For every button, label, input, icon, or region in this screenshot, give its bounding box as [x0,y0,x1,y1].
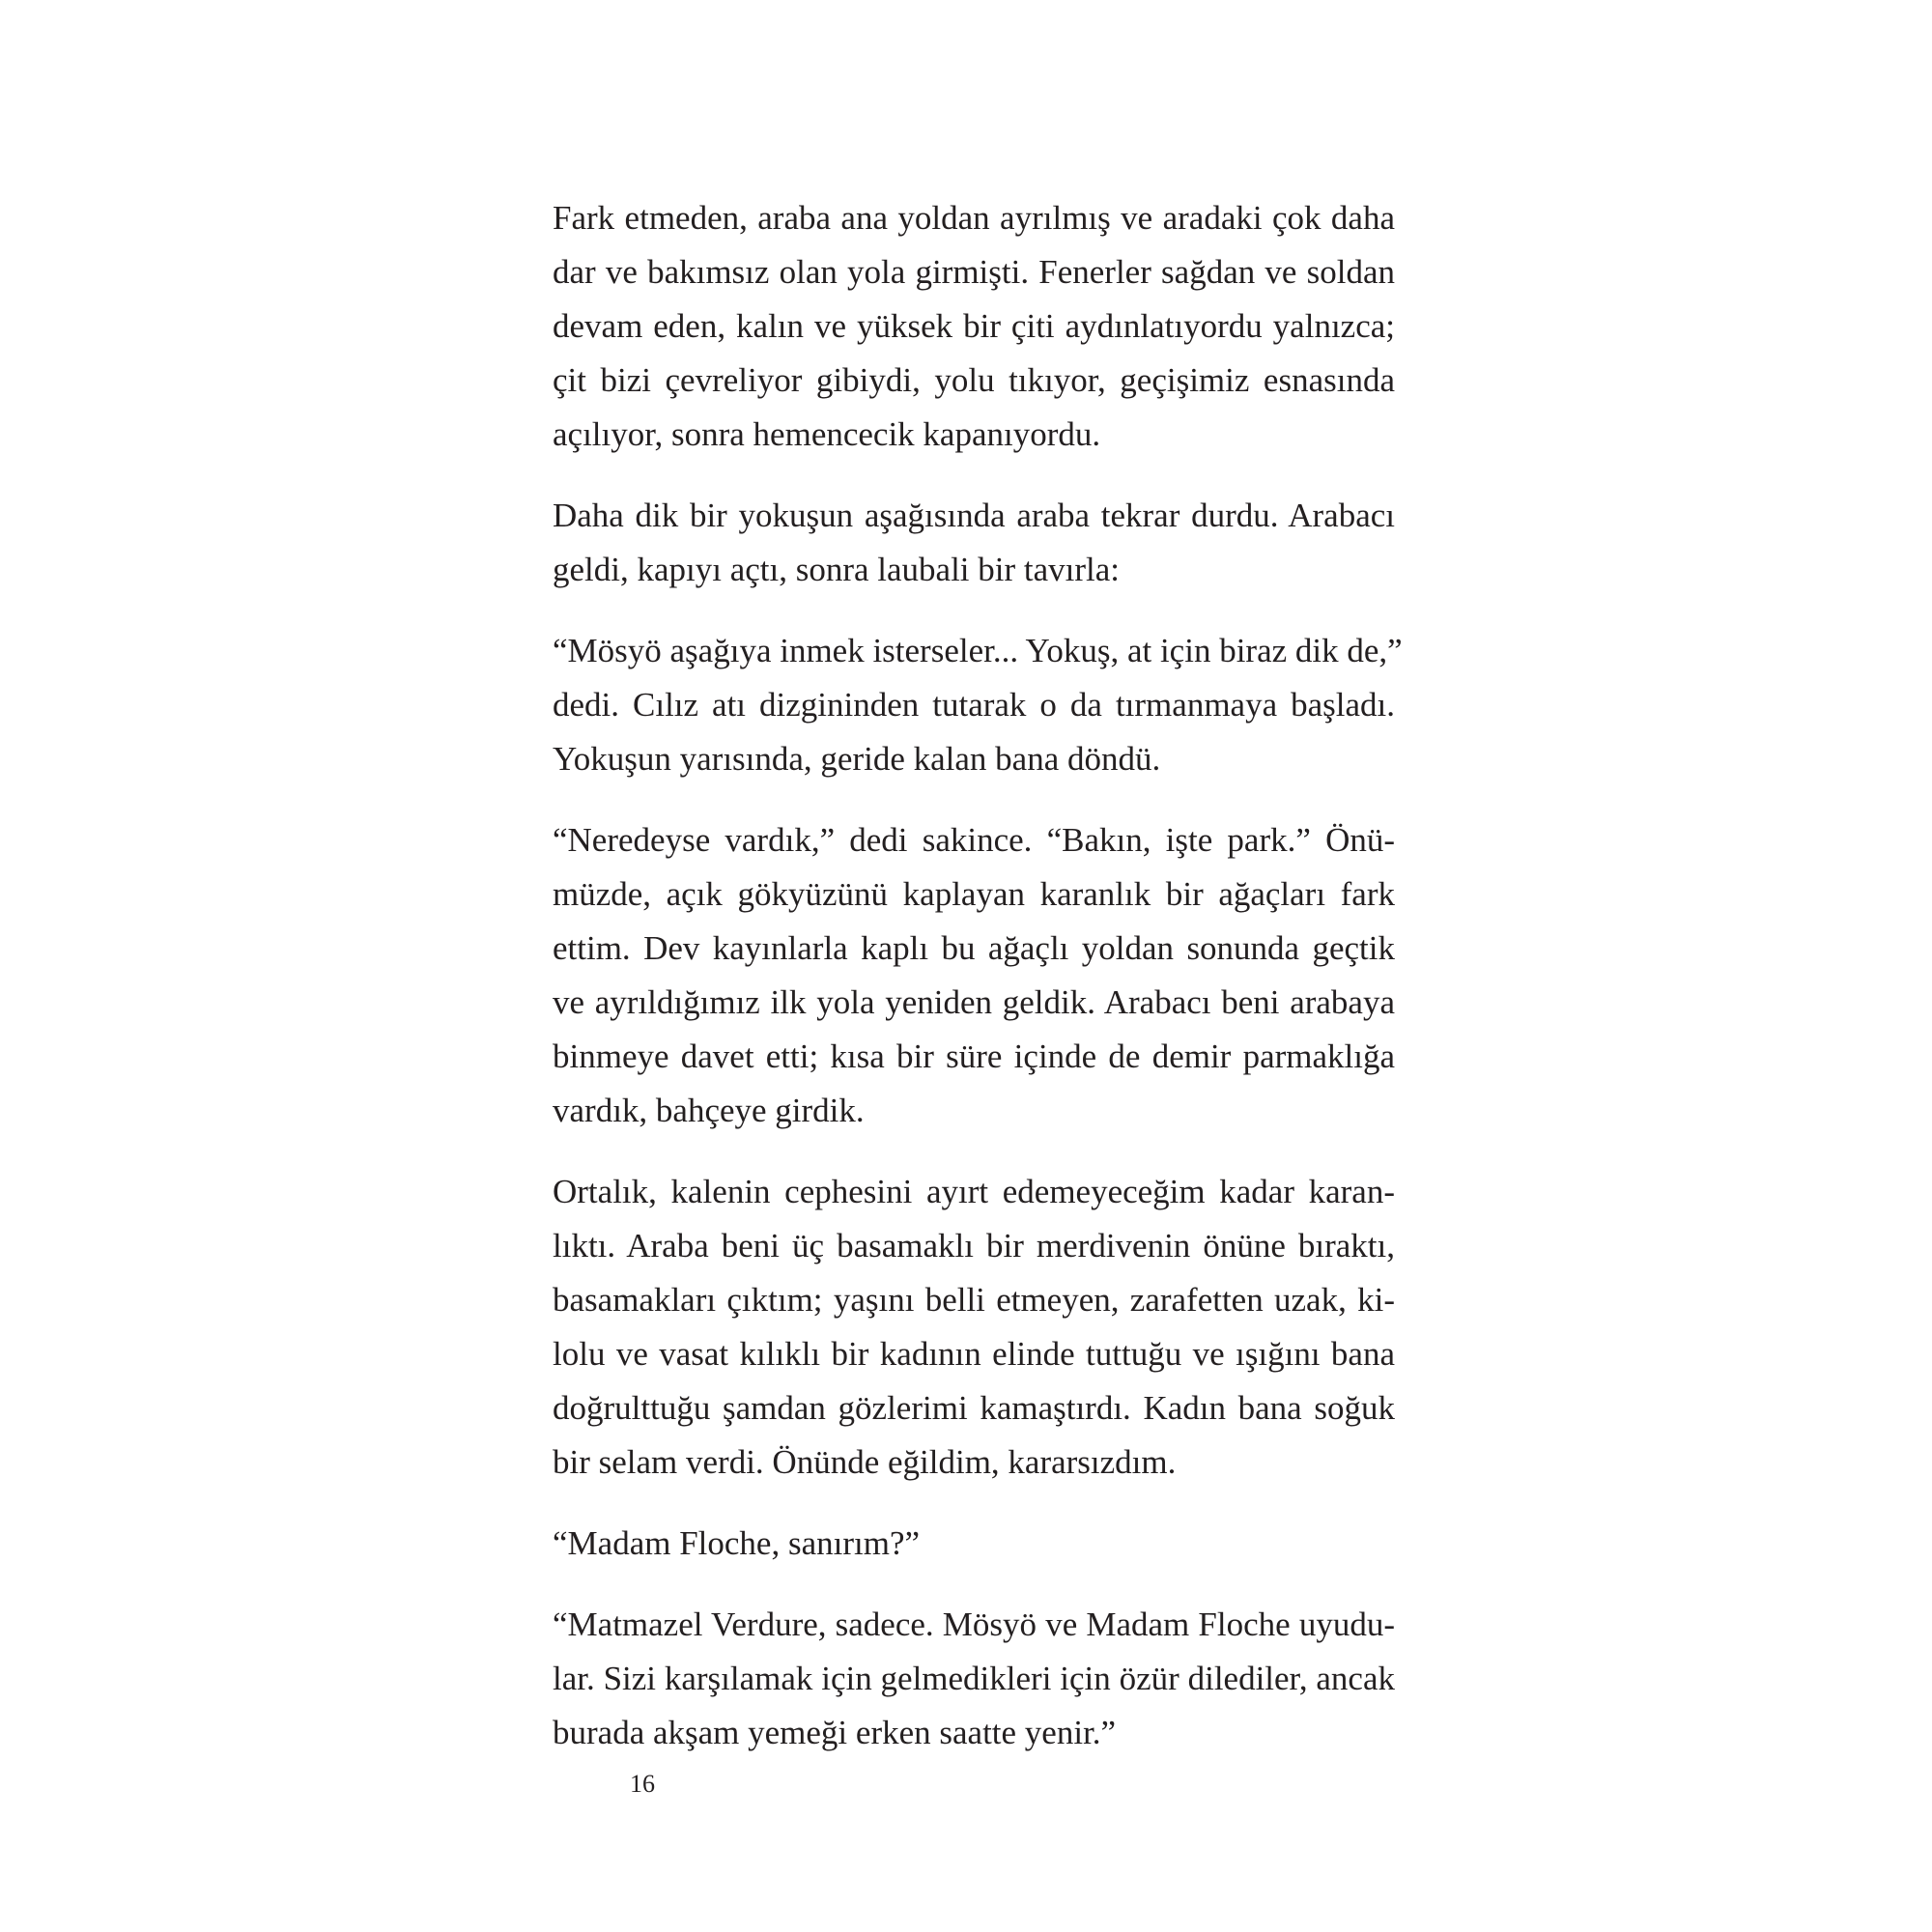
text-line: Yokuşun yarısında, geride kalan bana döndü. [553,740,1161,778]
paragraph-1 [553,191,1395,462]
paragraph-2 [553,489,1395,597]
text-line: vardık, bahçeye girdik. [553,1092,865,1129]
text-line: “Neredeyse vardık,” dedi sakince. “Bakın, işte park.” Önü- [553,821,1395,859]
text-line: lar. Sizi karşılamak için gelmedikleri için özür dilediler, ancak [553,1660,1395,1697]
text-line: dar ve bakımsız olan yola girmişti. Fenerler sağdan ve soldan [553,253,1395,291]
text-line: lolu ve vasat kılıklı bir kadının elinde tuttuğu ve ışığını bana [553,1335,1395,1373]
text-line: Daha dik bir yokuşun aşağısında araba tekrar durdu. Arabacı [553,497,1395,534]
paragraph-6 [553,1517,1395,1571]
text-line: geldi, kapıyı açtı, sonra laubali bir tavırla: [553,551,1121,588]
text-line: Fark etmeden, araba ana yoldan ayrılmış ve aradaki çok daha [553,199,1395,237]
paragraph-4 [553,813,1395,1138]
page-number: 16 [630,1770,655,1798]
text-line: “Matmazel Verdure, sadece. Mösyö ve Madam Floche uyudu- [553,1605,1395,1643]
text-line: “Mösyö aşağıya inmek isterseler... Yokuş, at için biraz dik de,” [553,632,1403,669]
text-line: müzde, açık gökyüzünü kaplayan karanlık bir ağaçları fark [553,875,1395,913]
paragraph-7 [553,1598,1395,1760]
text-line: burada akşam yemeği erken saatte yenir.” [553,1714,1117,1751]
text-line: basamakları çıktım; yaşını belli etmeyen, zarafetten uzak, ki- [553,1281,1395,1319]
text-line: dedi. Cılız atı dizgininden tutarak o da tırmanmaya başladı. [553,686,1395,724]
body-text [553,191,1403,1787]
text-line: çit bizi çevreliyor gibiydi, yolu tıkıyor, geçişimiz esnasında [553,361,1395,399]
text-line: bir selam verdi. Önünde eğildim, kararsızdım. [553,1443,1177,1481]
paragraph-3 [553,624,1403,786]
text-line: lıktı. Araba beni üç basamaklı bir merdivenin önüne bıraktı, [553,1227,1395,1264]
text-line: ve ayrıldığımız ilk yola yeniden geldik. Arabacı beni arabaya [553,983,1395,1021]
text-line: ettim. Dev kayınlarla kaplı bu ağaçlı yoldan sonunda geçtik [553,929,1395,967]
text-line: “Madam Floche, sanırım?” [553,1524,921,1562]
text-line: devam eden, kalın ve yüksek bir çiti aydınlatıyordu yalnızca; [553,307,1395,345]
paragraph-5 [553,1165,1395,1490]
text-line: açılıyor, sonra hemencecik kapanıyordu. [553,415,1101,453]
text-line: doğrulttuğu şamdan gözlerimi kamaştırdı. Kadın bana soğuk [553,1389,1395,1427]
text-line: binmeye davet etti; kısa bir süre içinde de demir parmaklığa [553,1037,1395,1075]
text-line: Ortalık, kalenin cephesini ayırt edemeyeceğim kadar karan- [553,1173,1395,1210]
